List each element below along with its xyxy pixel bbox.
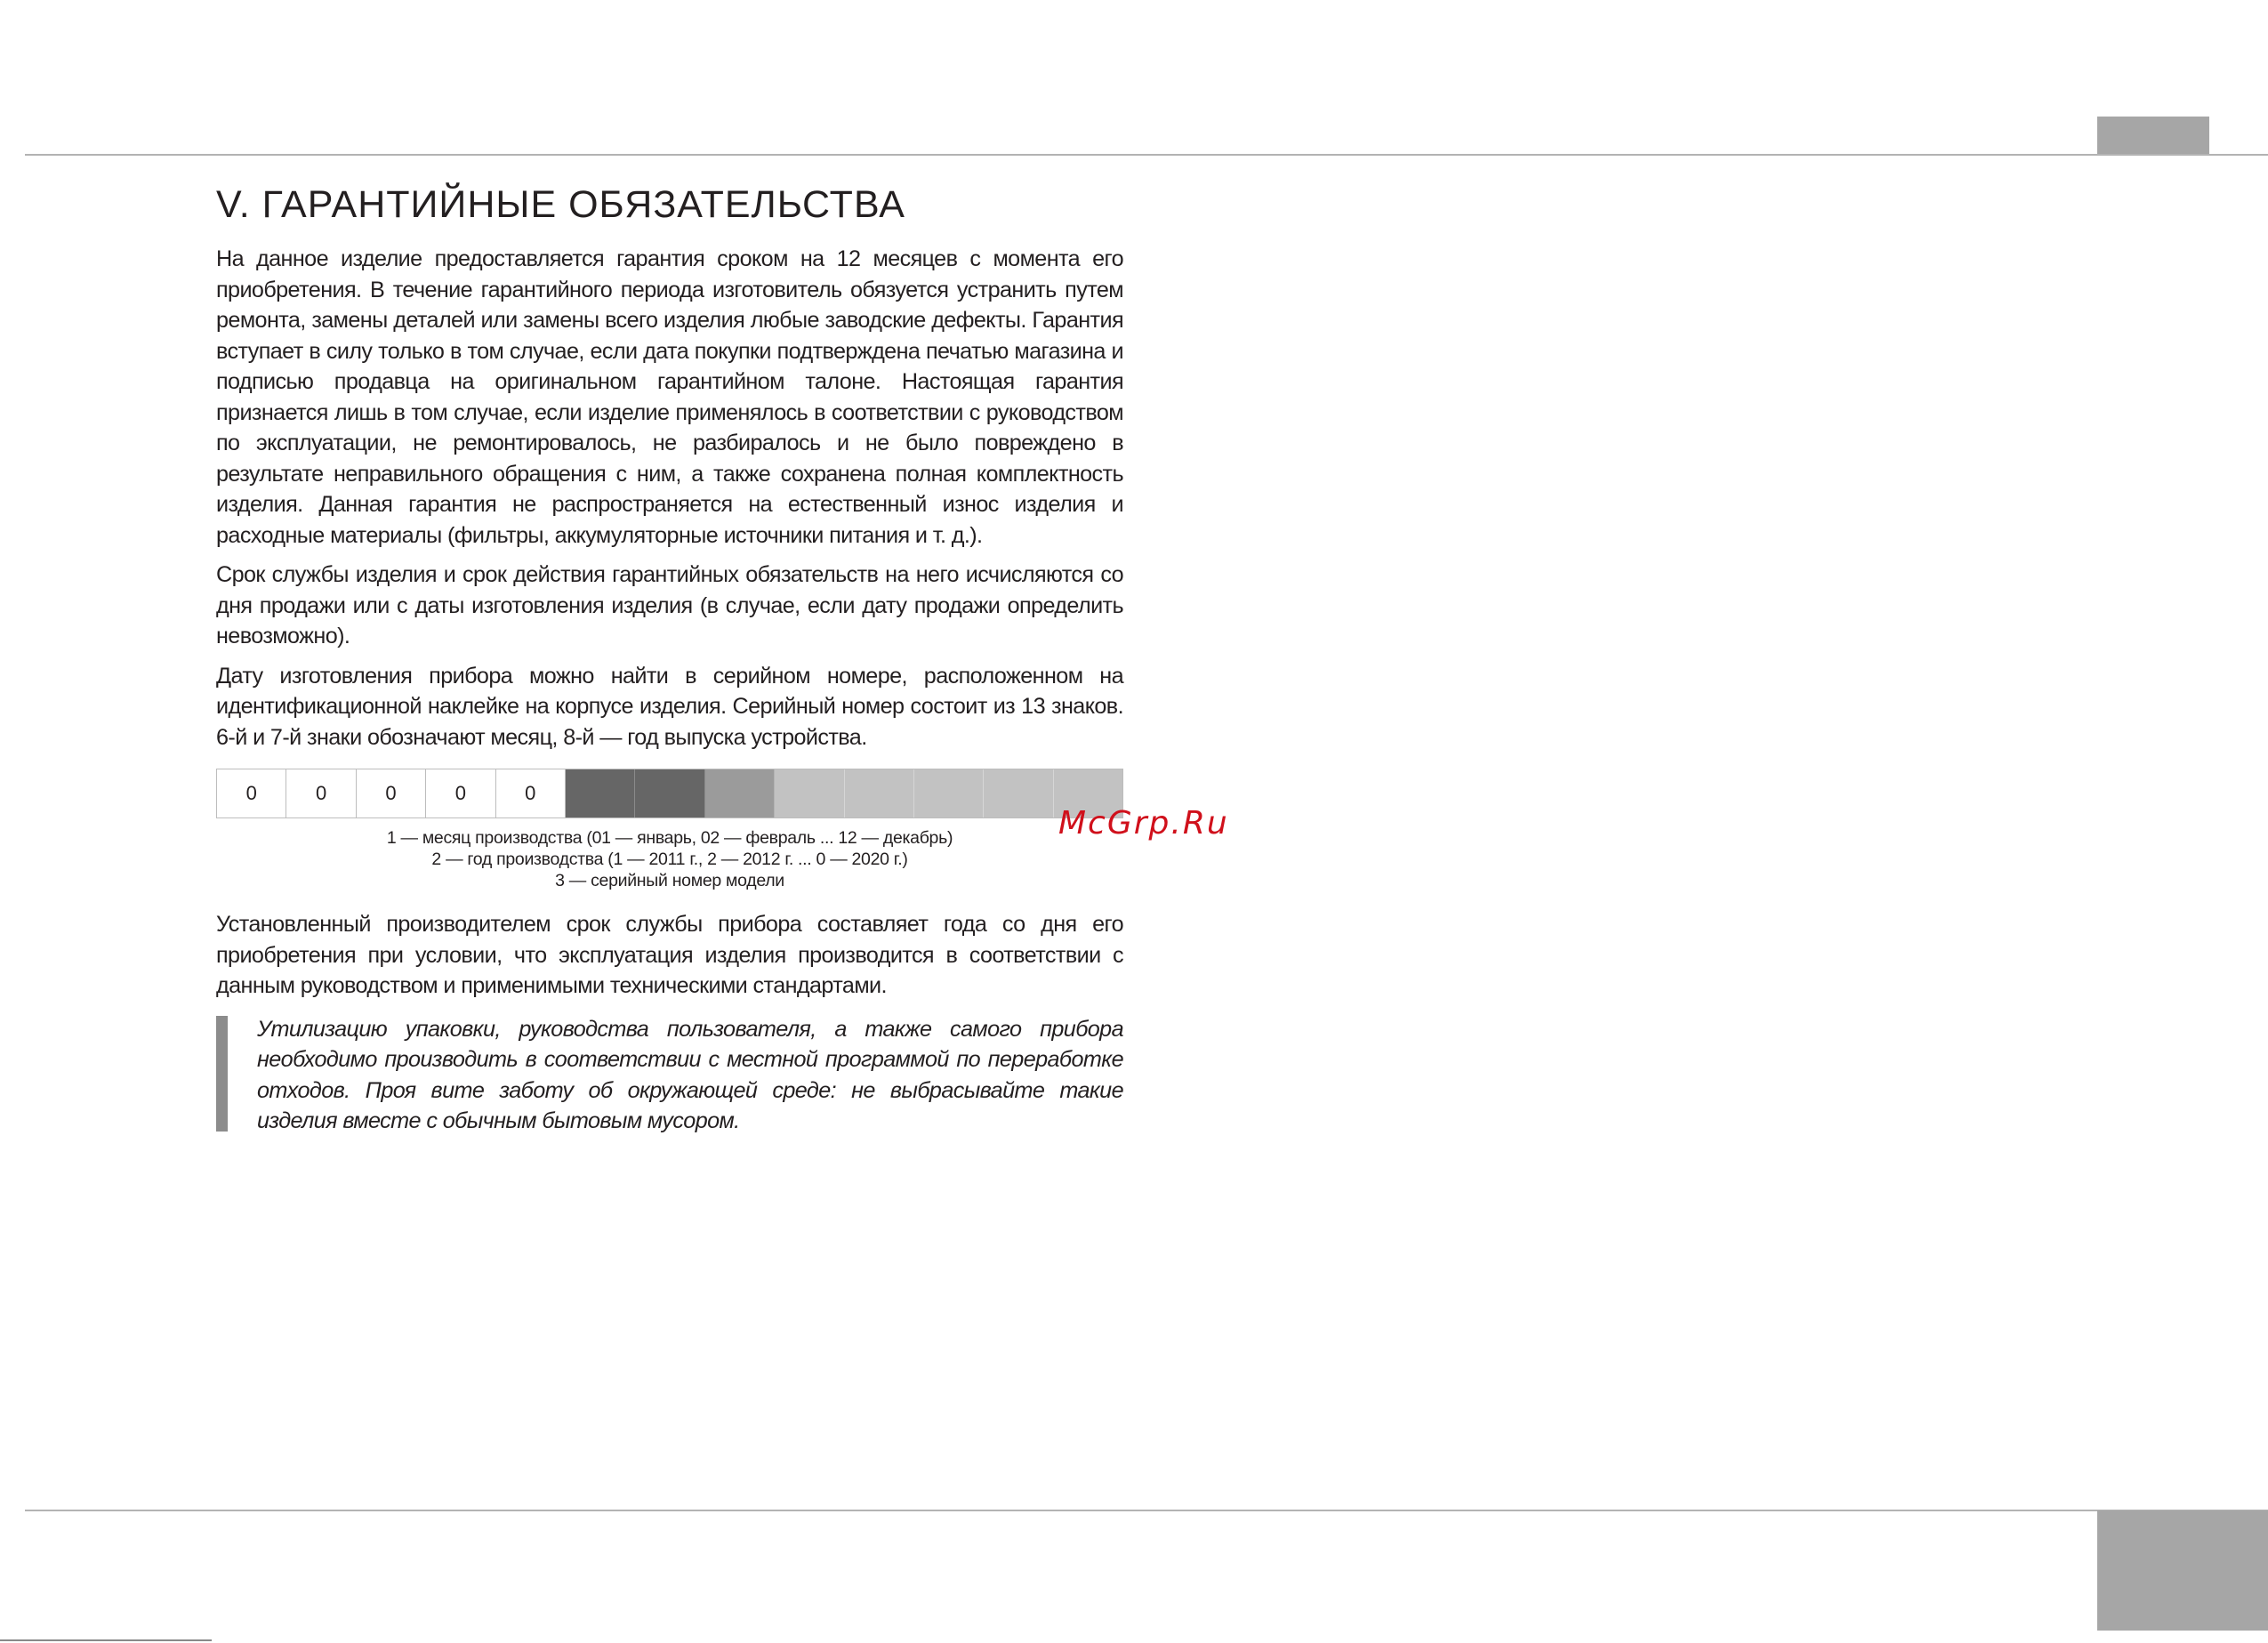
serial-cell-2: 0 xyxy=(286,769,356,817)
serial-legend xyxy=(216,827,1123,891)
serial-cell-4: 0 xyxy=(426,769,495,817)
legend-year: 2 — год производства (1 — 2011 г., 2 — 2012 г. ... 0 — 2020 г.) xyxy=(431,850,908,869)
serial-cell-model-1 xyxy=(775,769,844,817)
serial-cell-5: 0 xyxy=(496,769,566,817)
paragraph-service-life: Установленный производителем срок службы прибора составляет года со дня его приобретения при условии, что эксплуатация изделия производится в соответствии с данным руководством и применимыми техническими стандартами. xyxy=(216,912,1123,998)
page-content xyxy=(216,178,1123,1137)
watermark: McGrp.Ru xyxy=(1058,805,1229,842)
legend-month: 1 — месяц производства (01 — январь, 02 — февраль ... 12 — декабрь) xyxy=(386,828,953,848)
paragraph-serial-date: Дату изготовления прибора можно найти в серийном номере, расположенном на идентификационной наклейке на корпусе изделия. Серийный номер состоит из 13 знаков. 6-й и 7-й знаки обозначают месяц, 8-й — год выпуска устройства. xyxy=(216,663,1123,750)
paragraph-service-term: Срок службы изделия и срок действия гарантийных обязательств на него исчисляются со дня продажи или с даты изготовления изделия (в случае, если дату продажи определить невозможно). xyxy=(216,562,1123,648)
paragraph-warranty: На данное изделие предоставляется гарантия сроком на 12 месяцев с момента его приобретения. В течение гарантийного периода изготовитель обязуется устранить путем ремонта, замены деталей или замены всего изделия любые заводские дефекты. Гарантия вступает в силу только в том случае, если дата покупки подтверждена печатью магазина и подписью продавца на оригинальном гарантийном талоне. Настоящая гарантия признается лишь в том случае, если изделие применялось в соответствии с руководством по эксплуатации, не ремонтировалось, не разбиралось и не было повреждено в результате неправильного обращения с ним, а также сохранена полная комплектность изделия. Данная гарантия не распространяется на естественный износ изделия и расходные материалы (фильтры, аккумуляторные источники питания и т. д.). xyxy=(216,246,1123,548)
serial-cell-3: 0 xyxy=(357,769,426,817)
section-title: V. ГАРАНТИЙНЫЕ ОБЯЗАТЕЛЬСТВА xyxy=(216,183,905,226)
bottom-rule xyxy=(25,1510,2268,1511)
disposal-note xyxy=(216,1014,1123,1137)
serial-cell-year xyxy=(705,769,775,817)
serial-cell-model-4 xyxy=(984,769,1053,817)
serial-cell-model-2 xyxy=(845,769,914,817)
note-text: Утилизацию упаковки, руководства пользователя, а также самого прибора необходимо производить в соответствии с местной программой по переработке отходов. Проя вите заботу об окружающей среде: не выбрасывайте такие изделия вместе с обычным бытовым мусором. xyxy=(257,1016,1123,1133)
serial-cell-month-1 xyxy=(566,769,635,817)
page-tab-bottom xyxy=(2097,1510,2268,1631)
serial-number-diagram xyxy=(216,769,1123,818)
legend-model: 3 — серийный номер модели xyxy=(555,871,784,890)
top-rule xyxy=(25,154,2268,156)
serial-cell-month-2 xyxy=(635,769,704,817)
page-tab-top xyxy=(2097,117,2209,154)
serial-cell-1: 0 xyxy=(217,769,286,817)
serial-cell-model-3 xyxy=(914,769,984,817)
footer-line xyxy=(0,1639,212,1641)
note-bar xyxy=(216,1016,228,1132)
